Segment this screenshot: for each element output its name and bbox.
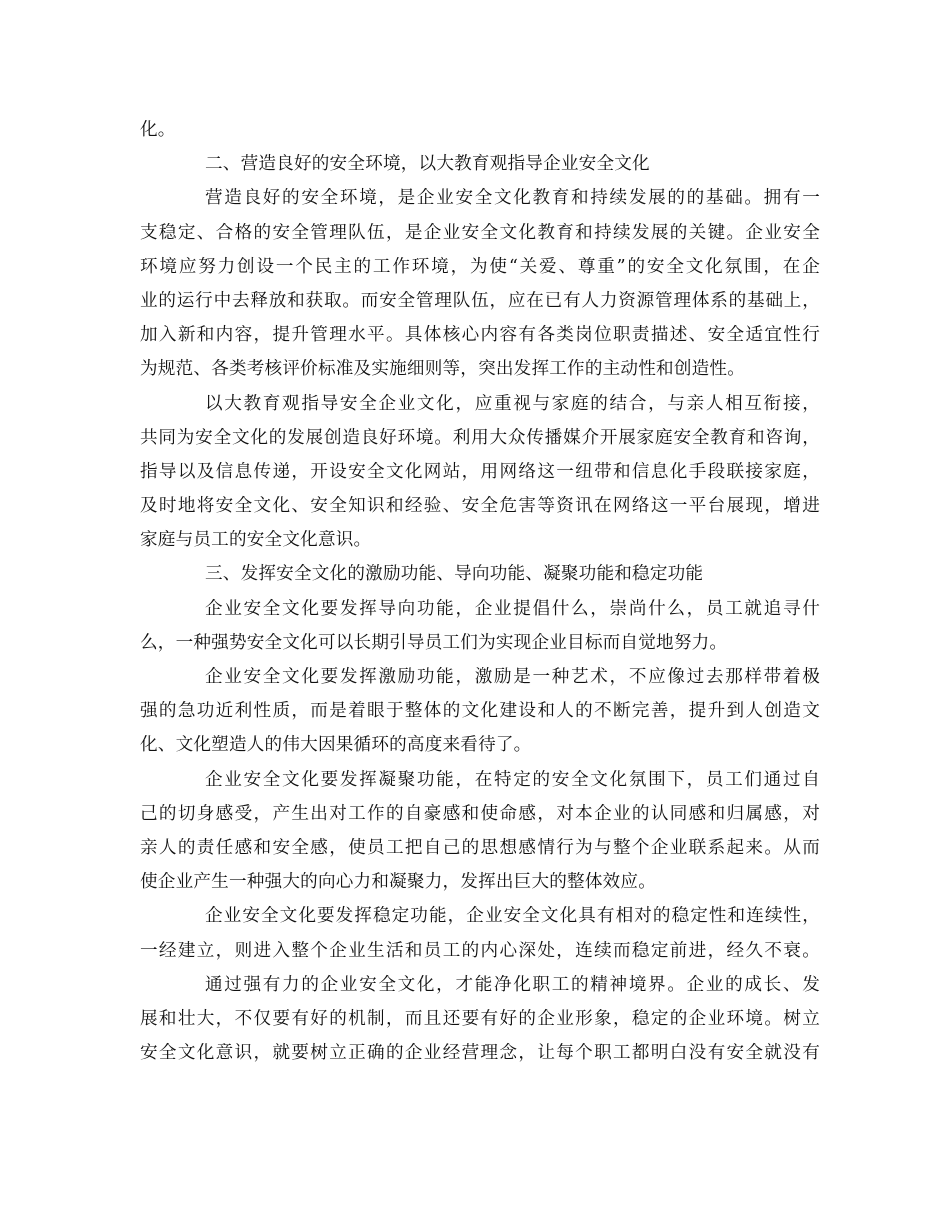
text-line: 企业安全文化要发挥导向功能，企业提倡什么，崇尚什么，员工就追寻什: [205, 598, 820, 619]
text-line: 安全文化意识，就要树立正确的企业经营理念，让每个职工都明白没有安全就没有: [140, 1043, 820, 1064]
text-line: 企业安全文化要发挥凝聚功能，在特定的安全文化氛围下，员工们通过自: [205, 769, 820, 790]
text-line: 共同为安全文化的发展创造良好环境。利用大众传播媒介开展家庭安全教育和咨询，: [140, 427, 820, 448]
text-line: 业的运行中去释放和获取。而安全管理队伍，应在已有人力资源管理体系的基础上，: [140, 290, 820, 311]
text-line: 及时地将安全文化、安全知识和经验、安全危害等资讯在网络这一平台展现，增进: [140, 496, 820, 517]
text-line: 化、文化塑造人的伟大因果循环的高度来看待了。: [140, 735, 532, 756]
text-line: 环境应努力创设一个民主的工作环境，为使“关爱、尊重”的安全文化氛围，在企: [140, 256, 820, 277]
text-line: 化。: [140, 120, 176, 140]
text-line: 三、发挥安全文化的激励功能、导向功能、凝聚功能和稳定功能: [205, 564, 704, 585]
text-line: 么，一种强势安全文化可以长期引导员工们为实现企业目标而自觉地努力。: [140, 632, 728, 653]
text-line: 亲人的责任感和安全感，使员工把自己的思想感情行为与整个企业联系起来。从而: [140, 837, 820, 858]
text-line: 企业安全文化要发挥激励功能，激励是一种艺术，不应像过去那样带着极: [205, 667, 820, 687]
text-line: 指导以及信息传递，开设安全文化网站，用网络这一纽带和信息化手段联接家庭，: [140, 461, 820, 482]
text-line: 二、营造良好的安全环境，以大教育观指导企业安全文化: [205, 154, 650, 175]
document-body: [140, 113, 820, 1070]
text-line: 己的切身感受，产生出对工作的自豪感和使命感，对本企业的认同感和归属感，对: [140, 803, 820, 824]
text-line: 为规范、各类考核评价标准及实施细则等，突出发挥工作的主动性和创造性。: [140, 359, 745, 380]
text-line: 一经建立，则进入整个企业生活和员工的内心深处，连续而稳定前进，经久不衰。: [140, 940, 820, 961]
text-line: 加入新和内容，提升管理水平。具体核心内容有各类岗位职责描述、安全适宜性行: [140, 325, 820, 346]
text-line: 支稳定、合格的安全管理队伍，是企业安全文化教育和持续发展的关键。企业安全: [140, 222, 820, 243]
text-line: 通过强有力的企业安全文化，才能净化职工的精神境界。企业的成长、发: [205, 974, 820, 995]
text-line: 以大教育观指导安全企业文化，应重视与家庭的结合，与亲人相互衔接，: [205, 393, 820, 414]
text-line: 家庭与员工的安全文化意识。: [140, 530, 372, 551]
text-line: 营造良好的安全环境，是企业安全文化教育和持续发展的的基础。拥有一: [205, 188, 820, 209]
text-line: 展和壮大，不仅要有好的机制，而且还要有好的企业形象，稳定的企业环境。树立: [140, 1008, 820, 1029]
text-line: 强的急功近利性质，而是着眼于整体的文化建设和人的不断完善，提升到人创造文: [140, 701, 820, 722]
text-line: 企业安全文化要发挥稳定功能，企业安全文化具有相对的稳定性和连续性，: [205, 906, 820, 927]
text-line: 使企业产生一种强大的向心力和凝聚力，发挥出巨大的整体效应。: [140, 872, 657, 893]
